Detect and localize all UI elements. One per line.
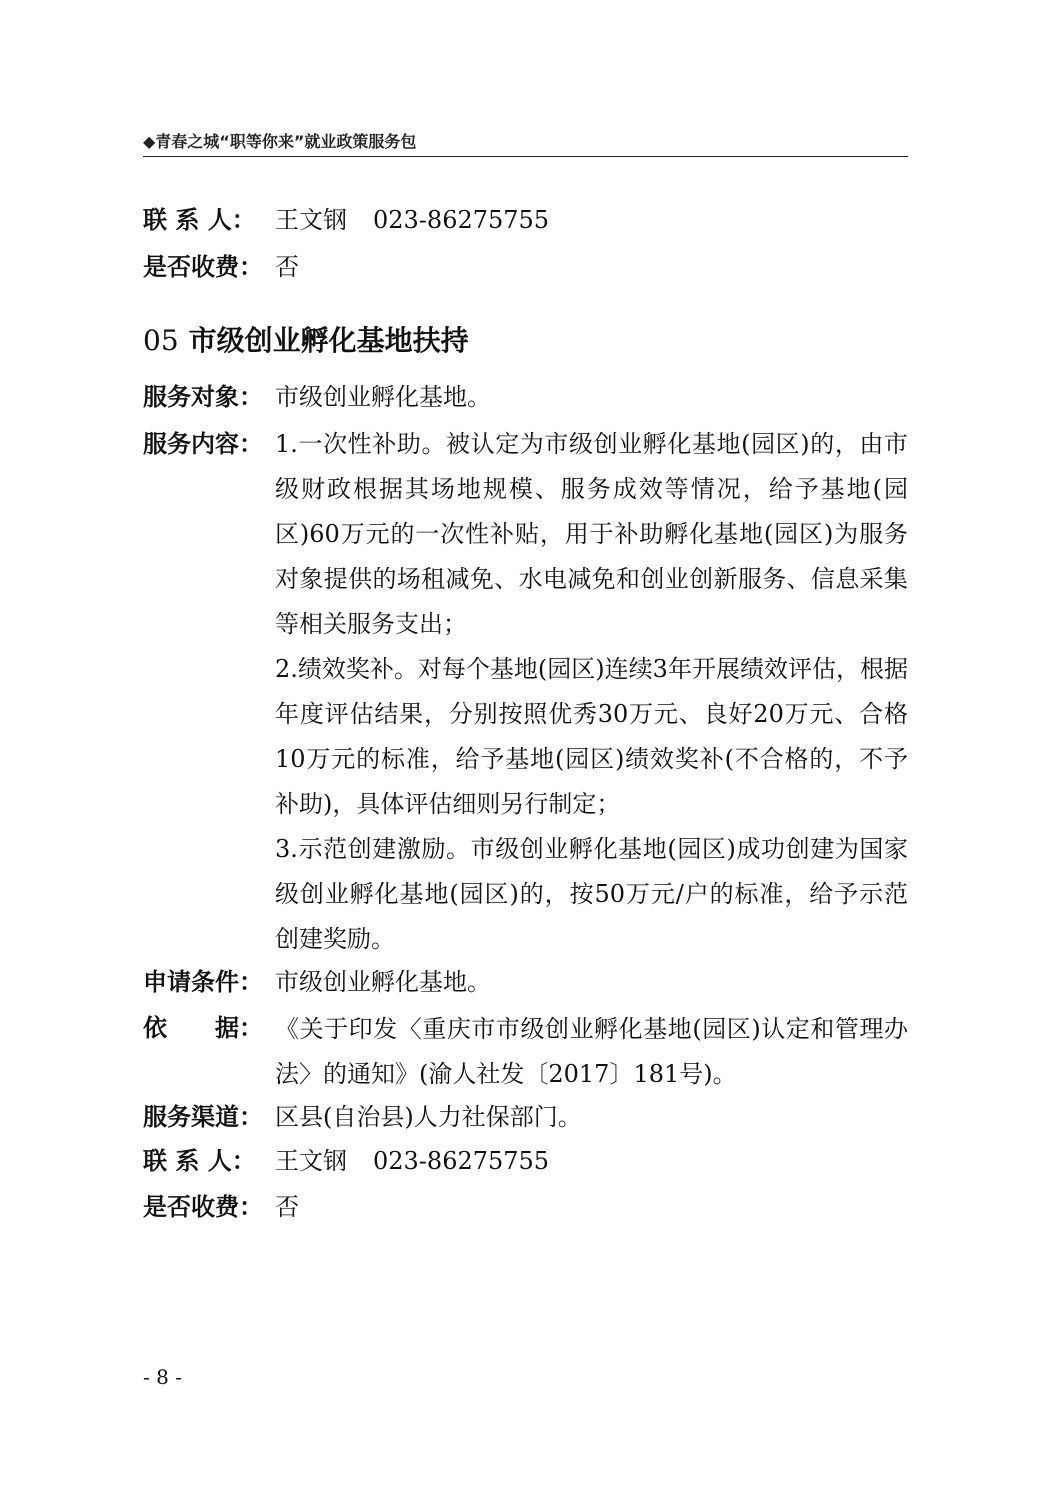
contact-name: 王文钢 xyxy=(275,1147,347,1175)
fee-value: 否 xyxy=(275,1193,299,1221)
conditions-value: 市级创业孵化基地。 xyxy=(275,968,491,996)
section-number: 05 xyxy=(143,324,179,357)
contact-phone: 023-86275755 xyxy=(373,1147,550,1175)
fee-value: 否 xyxy=(275,253,299,281)
service-content-item-3: 3.示范创建激励。市级创业孵化基地(园区)成功创建为国家级创业孵化基地(园区)的，按50万元/户的标准，给予示范创建奖励。 xyxy=(275,835,908,953)
conditions-label: 申请条件： xyxy=(143,968,263,996)
section-title xyxy=(143,322,469,360)
contact-phone: 023-86275755 xyxy=(373,206,550,234)
service-target-label: 服务对象： xyxy=(143,383,263,411)
basis-label: 依 据： xyxy=(143,1014,263,1042)
service-content-label: 服务内容： xyxy=(143,430,263,458)
fee-label: 是否收费： xyxy=(143,1193,263,1221)
contact-label: 联 系 人： xyxy=(143,1147,256,1175)
service-content-item-2: 2.绩效奖补。对每个基地(园区)连续3年开展绩效评估，根据年度评估结果，分别按照优秀30万元、良好20万元、合格10万元的标准，给予基地(园区)绩效奖补(不合格的，不予补助)，具体评估细则另行制定； xyxy=(275,655,908,818)
service-content-item-1: 1.一次性补助。被认定为市级创业孵化基地(园区)的，由市级财政根据其场地规模、服务成效等情况，给予基地(园区)60万元的一次性补贴，用于补助孵化基地(园区)为服务对象提供的场租减免、水电减免和创业创新服务、信息采集等相关服务支出； xyxy=(275,430,908,638)
contact-label: 联 系 人： xyxy=(143,206,256,234)
contact-name: 王文钢 xyxy=(275,206,347,234)
section-heading: 市级创业孵化基地扶持 xyxy=(188,324,469,357)
basis-value: 《关于印发〈重庆市市级创业孵化基地(园区)认定和管理办法〉的通知》(渝人社发〔2017〕181号)。 xyxy=(275,1015,908,1088)
channel-label: 服务渠道： xyxy=(143,1103,263,1131)
contact-value xyxy=(275,1144,549,1178)
contact-value xyxy=(275,203,549,237)
fee-label: 是否收费： xyxy=(143,253,263,281)
page-number: - 8 - xyxy=(143,1365,182,1389)
channel-value: 区县(自治县)人力社保部门。 xyxy=(275,1103,582,1131)
service-target-value: 市级创业孵化基地。 xyxy=(275,383,491,411)
running-header: ◆青春之城“职等你来”就业政策服务包 xyxy=(143,130,908,157)
